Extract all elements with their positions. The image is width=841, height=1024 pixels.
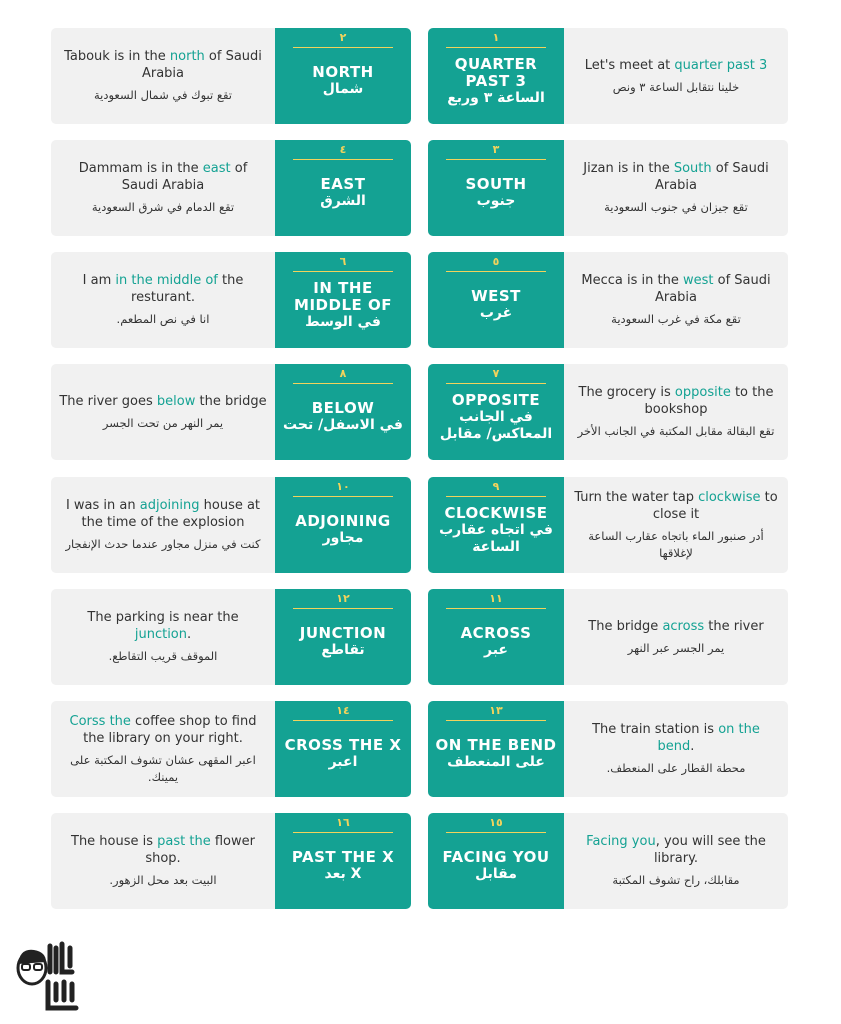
sentence-text: Dammam is in the	[78, 161, 203, 176]
cartoon-face-logo-icon	[10, 938, 80, 1014]
term-panel	[275, 477, 411, 573]
sentence-text: of Saudi Arabia	[654, 273, 771, 305]
vocab-card	[428, 364, 788, 460]
example-sentence-ar: تقع الدمام في شرق السعودية	[91, 200, 235, 214]
term-arabic: في الجانب المعاكس/ مقابل	[439, 408, 553, 442]
vocab-card	[51, 140, 411, 236]
card-number: ١٠	[293, 481, 393, 497]
sentence-text: The house is	[71, 834, 158, 849]
term-panel	[275, 364, 411, 460]
sentence-text: I was in an	[65, 498, 140, 513]
example-panel	[564, 252, 788, 348]
sentence-text: to the bookshop	[644, 385, 774, 417]
vocab-card	[51, 28, 411, 124]
example-panel	[51, 813, 275, 909]
example-sentence-en	[59, 713, 267, 747]
sentence-text: the river	[704, 618, 764, 634]
sentence-text: to close it	[652, 489, 778, 522]
example-sentence-ar: تقع مكة في غرب السعودية	[611, 312, 741, 326]
highlighted-term: across	[662, 618, 705, 634]
example-sentence-en	[59, 833, 267, 867]
term-panel	[275, 589, 411, 685]
vocab-card	[51, 701, 411, 797]
sentence-text: of Saudi Arabia	[121, 161, 248, 193]
highlighted-term: Facing you	[586, 834, 656, 849]
highlighted-term: below	[156, 393, 196, 409]
example-sentence-ar: تقع البقالة مقابل المكتبة في الجانب الأخر	[577, 424, 775, 438]
sentence-text: of Saudi Arabia	[654, 161, 769, 193]
example-panel	[51, 701, 275, 797]
card-number: ٢	[293, 32, 393, 48]
example-panel	[51, 252, 275, 348]
sentence-text: , you will see the library.	[653, 834, 766, 866]
card-number: ١٢	[293, 593, 393, 609]
sentence-text: the resturant.	[131, 273, 244, 305]
vocab-card	[428, 589, 788, 685]
example-panel	[564, 477, 788, 573]
sentence-text: Tabouk is in the	[64, 49, 170, 64]
highlighted-term: adjoining	[139, 498, 200, 513]
example-sentence-en	[572, 272, 780, 306]
example-sentence-ar: تقع جيزان في جنوب السعودية	[604, 200, 748, 214]
example-panel	[564, 28, 788, 124]
example-panel	[564, 140, 788, 236]
term-arabic: شمال	[322, 81, 364, 97]
sentence-text: Let's meet at	[584, 57, 675, 73]
term-panel	[275, 28, 411, 124]
term-arabic: مجاور	[322, 530, 364, 546]
term-english: SOUTH	[465, 175, 527, 193]
term-panel	[428, 140, 564, 236]
sentence-text: The river goes	[59, 393, 157, 409]
term-arabic: جنوب	[476, 193, 516, 209]
term-panel	[428, 477, 564, 573]
highlighted-term: quarter past 3	[674, 57, 768, 73]
example-sentence-ar: أدر صنبور الماء باتجاه عقارب الساعة لإغلاقها	[588, 528, 764, 560]
term-arabic: على المنعطف	[447, 754, 545, 770]
term-panel	[428, 28, 564, 124]
term-panel	[428, 252, 564, 348]
example-sentence-ar: تقع تبوك في شمال السعودية	[93, 88, 232, 102]
term-panel	[428, 701, 564, 797]
highlighted-term: South	[673, 161, 712, 176]
vocab-card	[428, 701, 788, 797]
term-english: ADJOINING	[295, 512, 391, 530]
term-english: FACING YOU	[442, 848, 550, 866]
term-english: OPPOSITE	[451, 390, 541, 409]
term-english: ON THE BEND	[435, 736, 557, 754]
term-arabic: مقابل	[475, 866, 517, 882]
card-number: ١	[446, 32, 546, 48]
card-number: ١٤	[293, 705, 393, 721]
vocab-card	[51, 813, 411, 909]
example-sentence-ar: كنت في منزل مجاور عندما حدث الإنفجار	[65, 537, 261, 551]
example-sentence-en	[59, 497, 267, 531]
example-panel	[51, 477, 275, 573]
term-arabic: تقاطع	[321, 642, 365, 658]
card-number: ٤	[293, 144, 393, 160]
highlighted-term: junction	[134, 627, 187, 642]
example-sentence-en	[572, 489, 780, 523]
vocab-card	[51, 589, 411, 685]
vocab-card	[51, 252, 411, 348]
card-number: ٦	[293, 256, 393, 272]
card-number: ١٥	[446, 817, 546, 833]
term-english: NORTH	[312, 63, 374, 81]
sentence-text: The bridge	[588, 618, 663, 634]
term-arabic: الساعة ٣ وربع	[447, 89, 545, 106]
term-arabic: اعبر	[328, 754, 358, 770]
example-sentence-en	[585, 57, 768, 74]
example-panel	[564, 701, 788, 797]
term-english: PAST THE X	[291, 848, 395, 866]
example-panel	[51, 589, 275, 685]
term-english: QUARTER PAST 3	[454, 54, 538, 90]
term-arabic: في اتجاه عقارب الساعة	[439, 521, 553, 555]
term-arabic: عبر	[484, 642, 508, 658]
term-english: WEST	[471, 287, 521, 305]
card-number: ١١	[446, 593, 546, 609]
sentence-text: of Saudi Arabia	[141, 49, 262, 81]
example-panel	[51, 364, 275, 460]
sentence-text: Mecca is in the	[581, 273, 683, 288]
vocab-card	[428, 28, 788, 124]
sentence-text: .	[690, 739, 695, 754]
sentence-text: house at the time of the explosion	[81, 498, 261, 530]
card-number: ٧	[446, 368, 546, 384]
vocab-card	[51, 364, 411, 460]
example-panel	[564, 589, 788, 685]
vocab-card	[428, 477, 788, 573]
vocab-card	[428, 252, 788, 348]
highlighted-term: on the bend	[657, 722, 760, 754]
example-sentence-en	[59, 48, 267, 82]
card-number: ٣	[446, 144, 546, 160]
term-arabic: في الاسفل/ تحت	[283, 417, 403, 433]
example-panel	[564, 813, 788, 909]
highlighted-term: in the middle of	[115, 273, 218, 288]
term-panel	[428, 813, 564, 909]
sentence-text: flower shop.	[145, 834, 255, 866]
example-sentence-en	[572, 160, 780, 194]
term-arabic: في الوسط	[305, 313, 381, 330]
example-sentence-en	[572, 721, 780, 755]
term-english: ACROSS	[460, 624, 532, 642]
term-english: BELOW	[311, 399, 375, 417]
card-number: ١٣	[446, 705, 546, 721]
term-panel	[428, 364, 564, 460]
brand-logo	[10, 938, 80, 1014]
vocab-card	[51, 477, 411, 573]
example-sentence-ar: انا في نص المطعم.	[116, 312, 210, 326]
sentence-text: The train station is	[592, 722, 719, 737]
sentence-text: I am	[82, 273, 116, 288]
example-sentence-ar: البيت بعد محل الزهور.	[109, 873, 217, 887]
term-english: EAST	[320, 175, 366, 193]
sentence-text: Jizan is in the	[583, 161, 674, 176]
example-panel	[564, 364, 788, 460]
sentence-text: The grocery is	[578, 385, 675, 400]
vocab-card	[428, 813, 788, 909]
example-sentence-en	[588, 618, 763, 635]
term-english: CROSS THE X	[284, 736, 402, 754]
card-number: ٥	[446, 256, 546, 272]
highlighted-term: opposite	[674, 385, 731, 400]
example-sentence-en	[59, 609, 267, 643]
sentence-text: Turn the water tap	[574, 489, 699, 505]
term-arabic: X بعد	[324, 866, 362, 882]
example-sentence-ar: الموقف قريب التقاطع.	[108, 649, 218, 663]
highlighted-term: past the	[157, 834, 211, 849]
sentence-text: coffee shop to find the library on your right.	[83, 713, 257, 746]
example-sentence-ar: اعبر المقهى عشان تشوف المكتبة على يمينك.	[70, 752, 256, 784]
card-number: ٩	[446, 481, 546, 497]
example-sentence-en	[572, 384, 780, 418]
term-panel	[275, 252, 411, 348]
term-english: CLOCKWISE	[444, 503, 548, 522]
example-sentence-en	[59, 393, 266, 410]
term-english: JUNCTION	[299, 624, 387, 642]
highlighted-term: Corss the	[69, 713, 131, 729]
term-panel	[428, 589, 564, 685]
example-sentence-ar: يمر النهر من تحت الجسر	[102, 415, 224, 430]
vocab-card	[428, 140, 788, 236]
term-panel	[275, 140, 411, 236]
card-number: ١٦	[293, 817, 393, 833]
sentence-text: the bridge	[195, 393, 267, 409]
example-sentence-ar: مقابلك، راح تشوف المكتبة	[612, 873, 740, 887]
highlighted-term: clockwise	[698, 489, 761, 505]
example-sentence-ar: محطة القطار على المنعطف.	[606, 761, 746, 775]
example-sentence-en	[59, 160, 267, 194]
term-panel	[275, 813, 411, 909]
highlighted-term: north	[169, 49, 205, 64]
term-english: IN THE MIDDLE OF	[294, 278, 392, 314]
example-sentence-en	[59, 272, 267, 306]
term-arabic: الشرق	[320, 193, 366, 209]
term-arabic: غرب	[479, 305, 513, 321]
example-panel	[51, 28, 275, 124]
highlighted-term: west	[682, 273, 714, 288]
example-sentence-ar: خلينا نتقابل الساعة ٣ ونص	[612, 79, 740, 94]
term-panel	[275, 701, 411, 797]
example-panel	[51, 140, 275, 236]
sentence-text: The parking is near the	[87, 610, 239, 625]
example-sentence-en	[572, 833, 780, 867]
card-number: ٨	[293, 368, 393, 384]
sentence-text: .	[187, 627, 192, 642]
highlighted-term: east	[202, 161, 231, 176]
example-sentence-ar: يمر الجسر عبر النهر	[627, 640, 725, 655]
